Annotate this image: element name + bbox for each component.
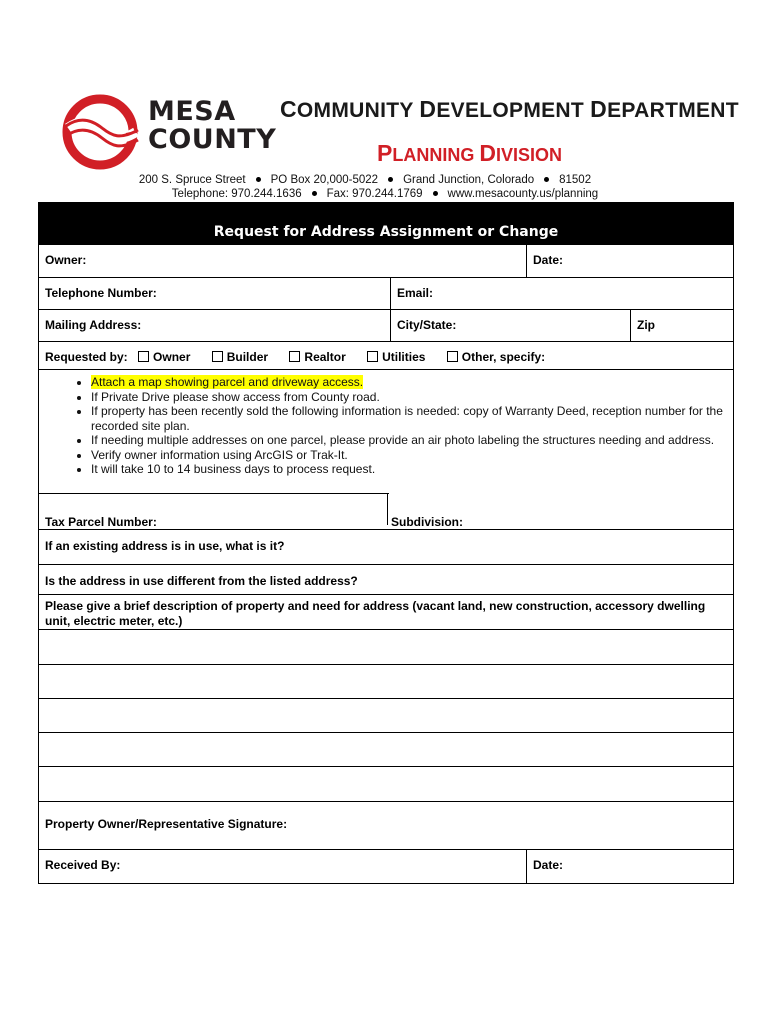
requested-by-row: Requested by: Owner Builder Realtor Utilities Other, specify: — [45, 350, 546, 364]
department-title: COMMUNITY DEVELOPMENT DEPARTMENT — [280, 96, 739, 122]
logo-wordmark: MESA COUNTY — [148, 96, 277, 155]
utilities-checkbox[interactable] — [367, 351, 378, 362]
city-state-label: City/State: — [397, 318, 457, 332]
owner-checkbox[interactable] — [138, 351, 149, 362]
contact-line: Telephone: 970.244.1636 Fax: 970.244.1769 www.mesacounty.us/planning — [171, 188, 599, 200]
form-title: Request for Address Assignment or Change — [39, 203, 733, 245]
address-different-label: Is the address in use different from the listed address? — [45, 574, 358, 588]
list-item: • If needing multiple addresses on one parcel, please provide an air photo labeling the structures needing and address. — [91, 433, 731, 448]
builder-checkbox[interactable] — [212, 351, 223, 362]
email-label: Email: — [397, 286, 434, 300]
received-date-label: Date: — [533, 858, 564, 872]
realtor-checkbox[interactable] — [289, 351, 300, 362]
list-item: • If property has been recently sold the following information is needed: copy of Warranty Deed, reception number for the recorded site plan. — [91, 404, 731, 433]
description-label: Please give a brief description of property and need for address (vacant land, new construction, accessory dwelling unit, electric meter, etc.) — [45, 599, 706, 628]
list-item: • If Private Drive please show access from County road. — [91, 390, 731, 405]
signature-label: Property Owner/Representative Signature: — [45, 817, 288, 831]
subdivision-label: Subdivision: — [391, 515, 463, 529]
date-label: Date: — [533, 253, 564, 267]
tax-parcel-label: Tax Parcel Number: — [45, 515, 157, 529]
received-by-label: Received By: — [45, 858, 121, 872]
list-item: • Attach a map showing parcel and driveway access. — [91, 375, 731, 390]
existing-address-label: If an existing address is in use, what is it? — [45, 539, 285, 553]
mailing-address-label: Mailing Address: — [45, 318, 142, 332]
owner-label: Owner: — [45, 253, 87, 267]
address-line: 200 S. Spruce Street PO Box 20,000-5022 Grand Junction, Colorado 81502 — [138, 174, 592, 186]
other-checkbox[interactable] — [447, 351, 458, 362]
address-request-form — [38, 202, 734, 884]
telephone-label: Telephone Number: — [45, 286, 157, 300]
division-title: PLANNING DIVISION — [377, 140, 562, 166]
list-item: • Verify owner information using ArcGIS or Trak-It. — [91, 448, 731, 463]
instructions-list — [67, 375, 731, 477]
zip-label: Zip — [637, 318, 655, 332]
list-item: • It will take 10 to 14 business days to process request. — [91, 462, 731, 477]
